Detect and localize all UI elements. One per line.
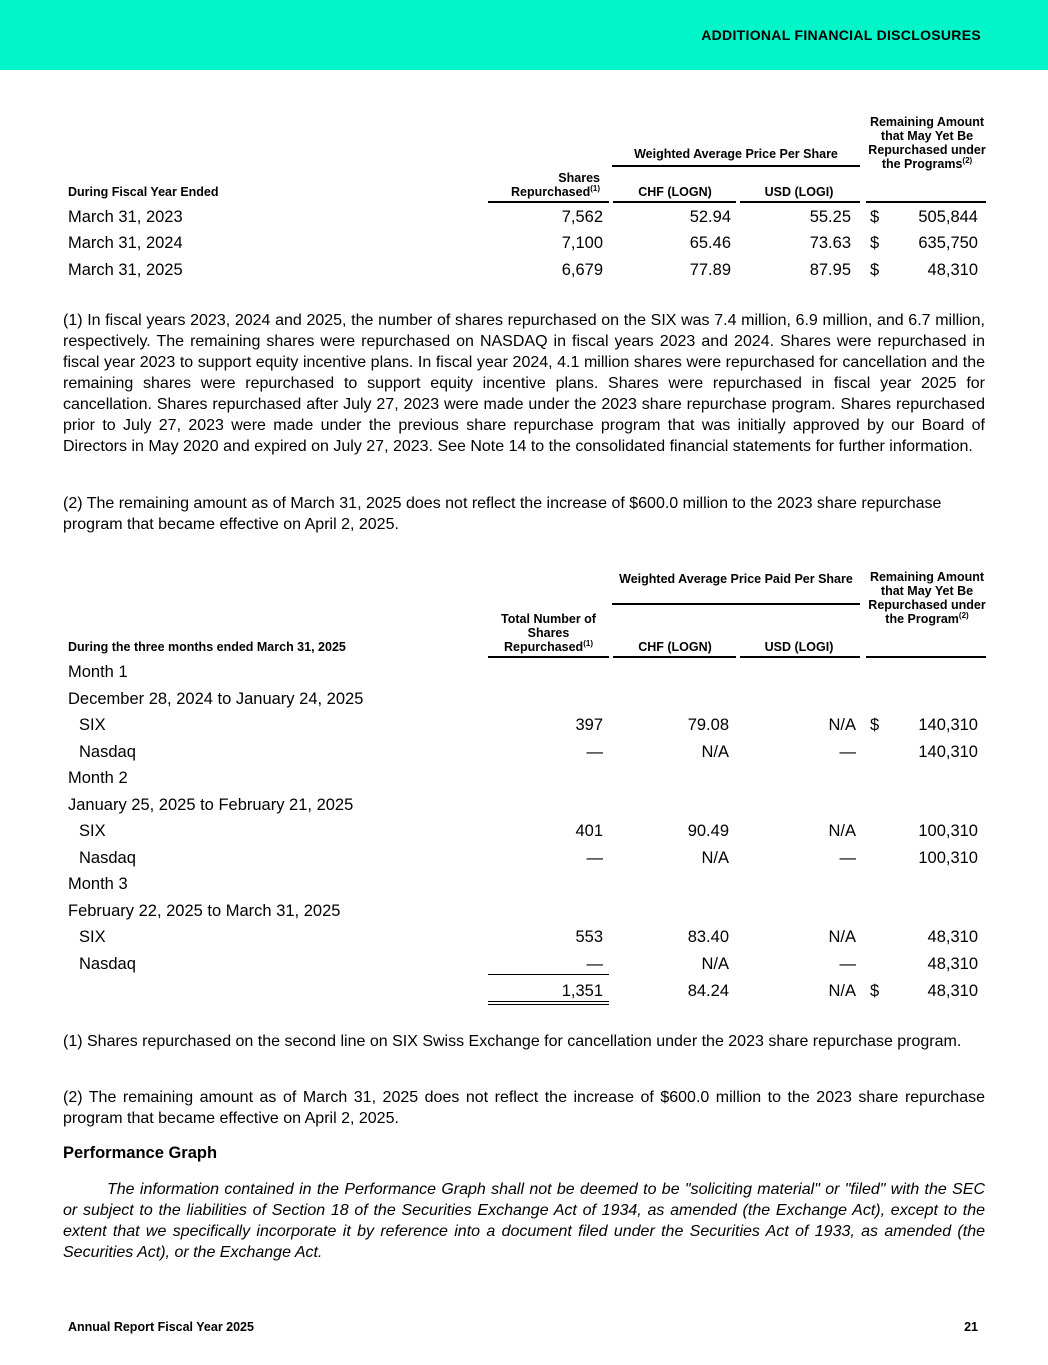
row-remaining: 100,310 (918, 822, 978, 840)
row-usd: N/A (828, 928, 856, 946)
header-rule (612, 603, 860, 605)
row-dollar-sign: $ (870, 208, 880, 226)
row-label: Month 3 (68, 875, 128, 893)
row-shares: — (586, 848, 603, 867)
col-header-usd: USD (LOGI) (764, 185, 834, 199)
col-header-chf: CHF (LOGN) (638, 185, 712, 199)
header-rule (740, 201, 860, 203)
row-usd: 87.95 (809, 261, 851, 279)
performance-graph-disclaimer: The information contained in the Performance Graph shall not be deemed to be "soliciting material" or "filed" with the SEC or subject to the liabilities of Section 18 of the Securities Exchange Act of 1934, as amended (the Exchange Act), except to the extent that we specifically incorporate it by reference into a document filed under the Securities Act of 1933, as amended (the Securities Act), or the Exchange Act. (63, 1181, 985, 1261)
page-number: 21 (964, 1320, 978, 1334)
col-header-shares: Shares Repurchased$^{(1)}$ (511, 171, 600, 199)
header-rule (612, 165, 860, 167)
row-shares: — (586, 954, 603, 973)
row-remaining: 140,310 (918, 742, 978, 761)
total-dollar-sign: $ (870, 982, 880, 1000)
row-label: December 28, 2024 to January 24, 2025 (68, 689, 364, 708)
col-header-remaining: Remaining Amount that May Yet Be Repurchased under the Programs$^{(2)}$ (868, 115, 986, 171)
col-header-shares: Total Number of Shares Repurchased$^{(1)}$ (501, 612, 596, 654)
row-dollar-sign: $ (870, 261, 880, 279)
col-header-remaining: Remaining Amount that May Yet Be Repurchased under the Program$^{(2)}$ (868, 570, 986, 626)
double-underline (488, 1001, 609, 1002)
row-label: Nasdaq (79, 954, 136, 973)
row-label: Month 1 (68, 663, 128, 681)
row-shares: 397 (575, 716, 603, 734)
col-header-period: During the three months ended March 31, 2025 (68, 640, 346, 654)
row-label: SIX (79, 822, 106, 840)
row-remaining: 140,310 (918, 716, 978, 734)
row-label: January 25, 2025 to February 21, 2025 (68, 795, 354, 814)
row-chf: N/A (701, 742, 729, 761)
row-chf: 65.46 (689, 234, 731, 252)
row-shares: 7,100 (561, 234, 603, 252)
row-remaining: 48,310 (927, 261, 978, 279)
row-chf: 52.94 (689, 208, 731, 226)
row-shares: 7,562 (561, 208, 603, 226)
row-period: March 31, 2024 (68, 234, 183, 252)
row-usd: — (839, 742, 856, 761)
row-usd: — (839, 954, 856, 973)
row-chf: N/A (701, 954, 729, 973)
header-rule (613, 656, 736, 658)
row-remaining: 635,750 (918, 234, 978, 252)
row-remaining: 505,844 (918, 208, 978, 226)
total-chf: 84.24 (687, 982, 729, 1000)
col-header-chf: CHF (LOGN) (638, 640, 712, 654)
header-rule (488, 656, 609, 658)
footer-report-title: Annual Report Fiscal Year 2025 (68, 1320, 254, 1334)
row-usd: — (839, 848, 856, 867)
row-label: Nasdaq (79, 848, 136, 867)
double-underline (488, 1004, 609, 1005)
row-dollar-sign: $ (870, 234, 880, 252)
col-header-wap-group: Weighted Average Price Paid Per Share (619, 572, 853, 586)
header-rule (488, 201, 609, 203)
row-shares: 401 (575, 822, 603, 840)
header-rule (866, 201, 986, 203)
row-usd: 73.63 (809, 234, 851, 252)
col-header-wap-group: Weighted Average Price Per Share (634, 147, 838, 161)
row-chf: N/A (701, 848, 729, 867)
total-shares: 1,351 (561, 982, 603, 1000)
total-usd: N/A (828, 982, 856, 1000)
row-usd: N/A (828, 716, 856, 734)
row-label: Month 2 (68, 769, 128, 787)
row-usd: 55.25 (809, 208, 851, 226)
subtotal-rule (488, 974, 609, 975)
col-header-usd: USD (LOGI) (764, 640, 834, 654)
row-chf: 79.08 (687, 716, 729, 734)
row-period: March 31, 2025 (68, 261, 183, 279)
row-shares: 553 (575, 928, 603, 946)
row-label: Nasdaq (79, 742, 136, 761)
table1-footnote-2: (2) The remaining amount as of March 31, 2025 does not reflect the increase of $600.0 million to the 2023 share repurchase program that became effective on April 2, 2025. (63, 495, 942, 533)
row-remaining: 100,310 (918, 848, 978, 867)
table2-footnote-2: (2) The remaining amount as of March 31, 2025 does not reflect the increase of $600.0 million to the 2023 share repurchase program that became effective on April 2, 2025. (63, 1089, 985, 1127)
header-rule (866, 656, 986, 658)
row-label: SIX (79, 928, 106, 946)
row-period: March 31, 2023 (68, 208, 183, 226)
row-chf: 83.40 (687, 928, 729, 946)
row-label: February 22, 2025 to March 31, 2025 (68, 901, 341, 920)
col-header-period: During Fiscal Year Ended (68, 185, 219, 199)
row-shares: 6,679 (561, 261, 603, 279)
row-remaining: 48,310 (927, 954, 978, 973)
row-chf: 77.89 (689, 261, 731, 279)
row-dollar-sign: $ (870, 716, 880, 734)
header-rule (613, 201, 736, 203)
performance-graph-heading: Performance Graph (63, 1144, 218, 1162)
row-shares: — (586, 742, 603, 761)
table2-footnote-1: (1) Shares repurchased on the second line on SIX Swiss Exchange for cancellation under the 2023 share repurchase program. (63, 1033, 962, 1050)
total-remaining: 48,310 (927, 982, 978, 1000)
header-rule (740, 656, 860, 658)
row-chf: 90.49 (687, 822, 729, 840)
row-label: SIX (79, 716, 106, 734)
row-remaining: 48,310 (927, 928, 978, 946)
table1-footnote-1: (1) In fiscal years 2023, 2024 and 2025, the number of shares repurchased on the SIX was 7.4 million, 6.9 million, and 6.7 million, respectively. The remaining shares were repurchased on NASDAQ in fiscal years 2023 and 2024. Shares were repurchased in fiscal year 2023 to support equity incentive plans. In fiscal year 2024, 4.1 million shares were repurchased for cancellation and the remaining shares were repurchased to support equity incentive plans. Shares were repurchased in fiscal year 2025 for cancellation. Shares repurchased after July 27, 2023 were made under the 2023 share repurchase program. Shares repurchased prior to July 27, 2023 were made under the previous share repurchase program that was initially approved by our Board of Directors in May 2020 and expired on July 27, 2023. See Note 14 to the consolidated financial statements for further information. (63, 312, 985, 455)
row-usd: N/A (828, 822, 856, 840)
page-section-title: ADDITIONAL FINANCIAL DISCLOSURES (701, 27, 981, 43)
